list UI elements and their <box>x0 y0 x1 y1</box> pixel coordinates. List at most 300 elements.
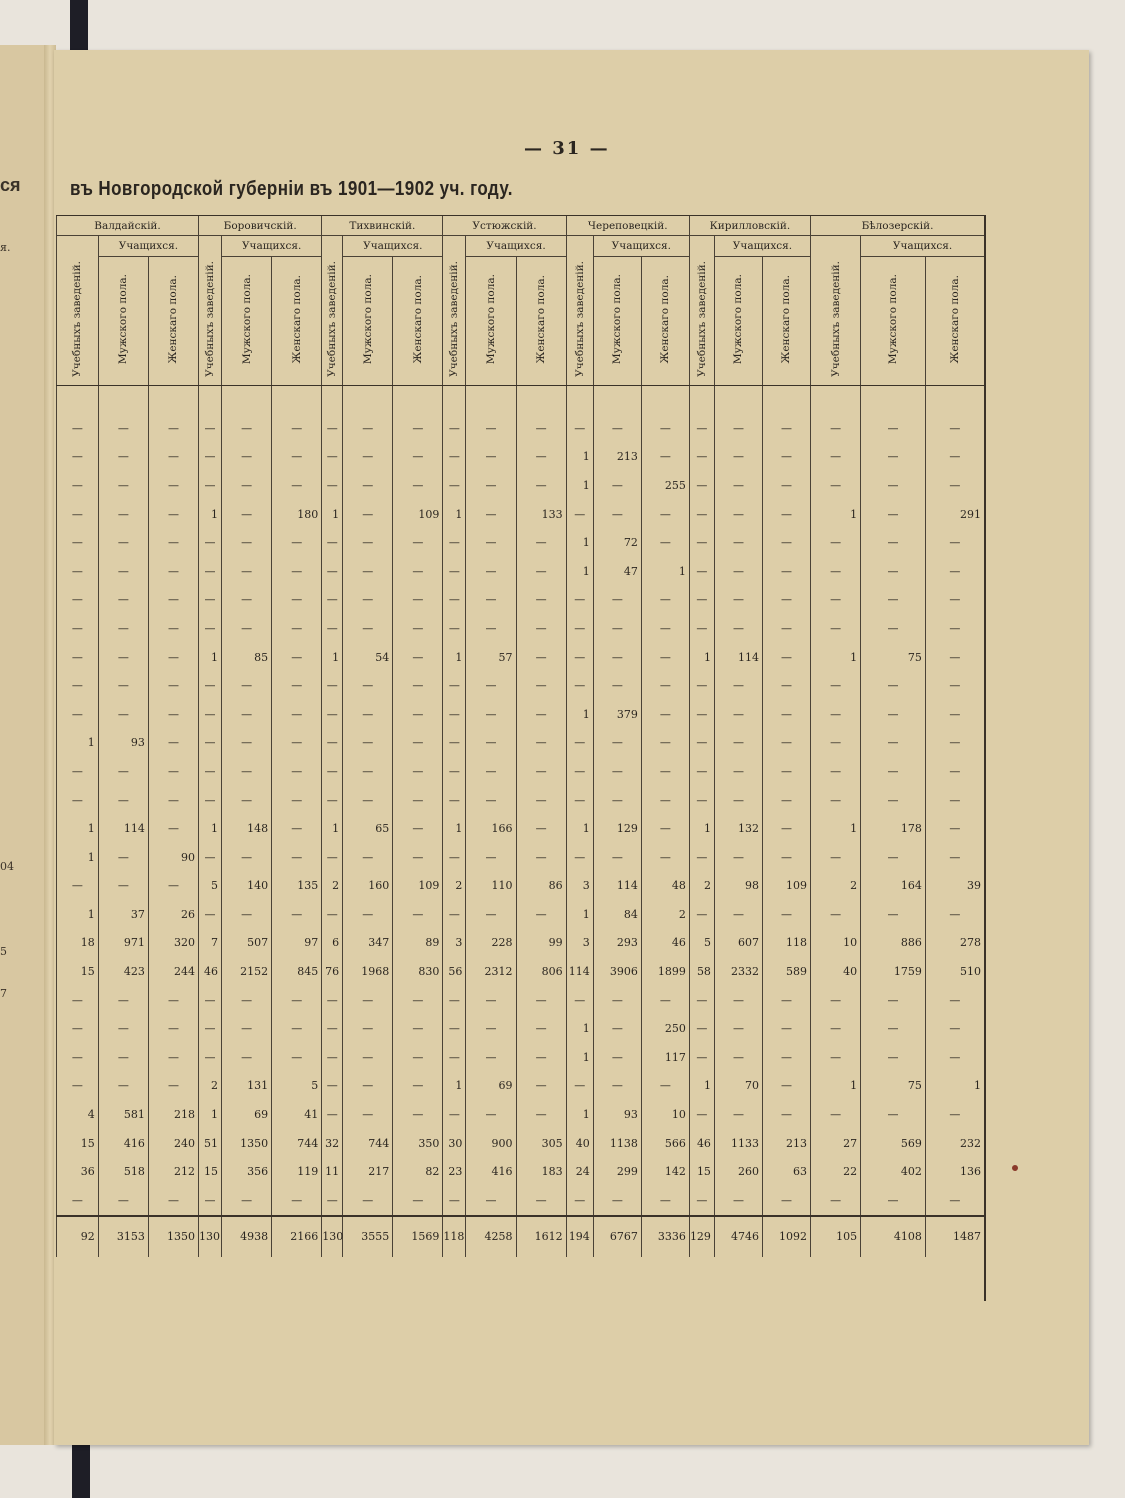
table-cell: 37 <box>98 900 148 929</box>
table-cell: — <box>566 643 593 672</box>
table-cell: — <box>98 872 148 901</box>
table-cell: 133 <box>516 500 566 529</box>
district-header: Валдайскій. <box>57 216 199 236</box>
table-cell: — <box>689 443 714 472</box>
table-cell: 46 <box>689 1129 714 1158</box>
table-cell: 213 <box>762 1129 810 1158</box>
table-cell: — <box>516 1014 566 1043</box>
table-cell: — <box>566 786 593 815</box>
table-cell: — <box>762 814 810 843</box>
table-cell: — <box>393 614 443 643</box>
table-cell: — <box>57 443 99 472</box>
table-cell: — <box>322 443 343 472</box>
table-row <box>57 671 985 700</box>
table-cell: — <box>861 757 926 786</box>
table-cell: — <box>443 614 466 643</box>
total-cell: 6767 <box>593 1216 641 1257</box>
left-fragment: 04 <box>0 860 14 873</box>
spacer-cell <box>762 386 810 415</box>
table-cell: 41 <box>272 1100 322 1129</box>
table-cell: — <box>861 1014 926 1043</box>
table-cell: — <box>566 586 593 615</box>
table-cell: — <box>714 443 762 472</box>
table-cell: 97 <box>272 929 322 958</box>
table-cell: 1 <box>566 900 593 929</box>
table-cell: — <box>148 414 198 443</box>
table-cell: — <box>689 586 714 615</box>
table-cell: — <box>272 700 322 729</box>
table-cell: — <box>322 1043 343 1072</box>
left-fragment: ся <box>0 175 21 195</box>
table-cell: — <box>98 528 148 557</box>
total-cell: 130 <box>322 1216 343 1257</box>
column-header <box>199 257 222 386</box>
table-cell: — <box>641 986 689 1015</box>
table-cell: — <box>714 671 762 700</box>
statistics-table-wrap <box>56 215 986 1301</box>
table-cell: — <box>811 586 861 615</box>
table-cell: — <box>566 414 593 443</box>
table-cell: 15 <box>57 957 99 986</box>
table-cell: 63 <box>762 1157 810 1186</box>
table-cell: — <box>98 643 148 672</box>
spacer-cell <box>689 386 714 415</box>
table-cell: 379 <box>593 700 641 729</box>
table-cell: — <box>322 757 343 786</box>
table-cell: — <box>343 1014 393 1043</box>
table-cell: — <box>762 1072 810 1101</box>
table-cell: — <box>516 643 566 672</box>
table-cell: 293 <box>593 929 641 958</box>
table-row <box>57 929 985 958</box>
table-cell: — <box>566 757 593 786</box>
table-cell: 84 <box>593 900 641 929</box>
table-cell: — <box>641 443 689 472</box>
table-cell: — <box>762 986 810 1015</box>
table-row <box>57 643 985 672</box>
table-cell: — <box>762 471 810 500</box>
table-cell: — <box>811 528 861 557</box>
table-cell: — <box>272 729 322 758</box>
table-cell: 607 <box>714 929 762 958</box>
table-cell: — <box>57 586 99 615</box>
table-row <box>57 1129 985 1158</box>
table-cell: — <box>393 814 443 843</box>
table-cell: 1 <box>811 643 861 672</box>
table-cell: 75 <box>861 643 926 672</box>
table-cell: — <box>343 1043 393 1072</box>
table-cell: — <box>199 414 222 443</box>
table-cell: — <box>98 1014 148 1043</box>
table-cell: — <box>466 757 516 786</box>
table-cell: — <box>641 843 689 872</box>
table-cell: — <box>861 1043 926 1072</box>
table-cell: 27 <box>811 1129 861 1158</box>
table-cell: — <box>199 700 222 729</box>
table-cell: 2 <box>641 900 689 929</box>
table-cell: — <box>689 757 714 786</box>
table-cell: 260 <box>714 1157 762 1186</box>
column-header <box>861 257 926 386</box>
spacer-cell <box>641 386 689 415</box>
table-cell: 183 <box>516 1157 566 1186</box>
table-cell: — <box>925 557 984 586</box>
table-cell: — <box>925 643 984 672</box>
table-cell: 1 <box>566 1014 593 1043</box>
table-cell: 56 <box>443 957 466 986</box>
column-label: Учебныхъ заведеній. <box>573 261 586 378</box>
spacer-cell <box>199 386 222 415</box>
column-header <box>322 257 343 386</box>
table-cell: 4 <box>57 1100 99 1129</box>
column-header <box>714 257 762 386</box>
table-cell: — <box>272 757 322 786</box>
table-cell: 23 <box>443 1157 466 1186</box>
table-cell: — <box>641 700 689 729</box>
table-cell: 15 <box>689 1157 714 1186</box>
table-cell: — <box>714 757 762 786</box>
total-cell: 2166 <box>272 1216 322 1257</box>
table-cell: 510 <box>925 957 984 986</box>
table-cell: 1 <box>199 814 222 843</box>
table-cell: — <box>466 1014 516 1043</box>
table-cell: — <box>516 814 566 843</box>
table-cell: — <box>641 586 689 615</box>
table-row <box>57 957 985 986</box>
table-cell: — <box>199 1186 222 1216</box>
table-cell: 40 <box>566 1129 593 1158</box>
table-cell: 54 <box>343 643 393 672</box>
column-header <box>689 257 714 386</box>
table-cell: — <box>393 471 443 500</box>
table-cell: — <box>466 471 516 500</box>
table-cell: 845 <box>272 957 322 986</box>
table-cell: — <box>762 729 810 758</box>
table-cell: 180 <box>272 500 322 529</box>
table-row <box>57 414 985 443</box>
table-cell: — <box>343 986 393 1015</box>
table-cell: 131 <box>222 1072 272 1101</box>
table-cell: 69 <box>222 1100 272 1129</box>
students-header: Учащихся. <box>861 236 984 257</box>
table-cell: — <box>466 614 516 643</box>
table-cell: 117 <box>641 1043 689 1072</box>
total-cell: 105 <box>811 1216 861 1257</box>
table-cell: — <box>861 1100 926 1129</box>
table-cell: — <box>566 671 593 700</box>
table-cell: 1 <box>322 643 343 672</box>
table-cell: — <box>443 528 466 557</box>
table-cell: 1 <box>689 643 714 672</box>
table-cell: — <box>322 614 343 643</box>
table-body <box>57 386 985 1257</box>
total-cell: 1350 <box>148 1216 198 1257</box>
table-cell: — <box>593 986 641 1015</box>
table-cell: — <box>516 900 566 929</box>
table-cell: — <box>57 757 99 786</box>
table-cell: — <box>516 786 566 815</box>
table-cell: — <box>714 729 762 758</box>
table-cell: — <box>98 1043 148 1072</box>
table-cell: 2 <box>689 872 714 901</box>
district-header: Боровичскій. <box>199 216 322 236</box>
table-cell: 1 <box>199 643 222 672</box>
table-cell: — <box>272 1186 322 1216</box>
column-header <box>811 257 861 386</box>
column-label: Женскаго пола. <box>780 275 793 364</box>
table-cell: — <box>343 729 393 758</box>
table-cell: 99 <box>516 929 566 958</box>
table-cell: — <box>811 414 861 443</box>
table-cell: — <box>343 786 393 815</box>
table-cell: 110 <box>466 872 516 901</box>
table-cell: — <box>641 1072 689 1101</box>
table-cell: — <box>641 729 689 758</box>
table-cell: 1 <box>199 500 222 529</box>
left-fragment: я. <box>0 241 11 254</box>
table-cell: — <box>811 700 861 729</box>
table-cell: — <box>222 500 272 529</box>
table-cell: — <box>762 1043 810 1072</box>
table-cell: 2 <box>199 1072 222 1101</box>
table-cell: — <box>322 729 343 758</box>
table-cell: — <box>516 729 566 758</box>
table-cell: 10 <box>641 1100 689 1129</box>
table-cell: 1 <box>443 1072 466 1101</box>
table-cell: 255 <box>641 471 689 500</box>
table-cell: — <box>443 1043 466 1072</box>
table-row <box>57 443 985 472</box>
table-cell: — <box>222 586 272 615</box>
students-header: Учащихся. <box>714 236 810 257</box>
table-cell: — <box>57 786 99 815</box>
table-cell: — <box>98 614 148 643</box>
total-cell: 118 <box>443 1216 466 1257</box>
table-cell: — <box>593 729 641 758</box>
table-cell: — <box>98 1072 148 1101</box>
table-cell: — <box>222 671 272 700</box>
table-cell: — <box>57 700 99 729</box>
table-cell: — <box>811 1186 861 1216</box>
spacer-cell <box>566 386 593 415</box>
district-header: Череповецкій. <box>566 216 689 236</box>
table-cell: — <box>762 700 810 729</box>
table-cell: 347 <box>343 929 393 958</box>
table-cell: — <box>393 643 443 672</box>
table-cell: — <box>466 414 516 443</box>
table-cell: 2 <box>322 872 343 901</box>
table-cell: 82 <box>393 1157 443 1186</box>
table-cell: — <box>689 1014 714 1043</box>
table-cell: — <box>98 500 148 529</box>
table-cell: — <box>861 1186 926 1216</box>
table-cell: 1 <box>811 500 861 529</box>
table-cell: — <box>689 900 714 929</box>
table-cell: — <box>762 1186 810 1216</box>
table-cell: 1 <box>443 643 466 672</box>
table-cell: 213 <box>593 443 641 472</box>
table-cell: — <box>466 1100 516 1129</box>
table-cell: 1 <box>322 500 343 529</box>
table-cell: — <box>343 1100 393 1129</box>
table-cell: — <box>762 1014 810 1043</box>
table-cell: — <box>443 757 466 786</box>
table-cell: 2 <box>443 872 466 901</box>
table-cell: — <box>148 500 198 529</box>
table-cell: 57 <box>466 643 516 672</box>
table-cell: 1 <box>566 1043 593 1072</box>
column-header <box>516 257 566 386</box>
total-cell: 92 <box>57 1216 99 1257</box>
table-row <box>57 729 985 758</box>
table-cell: 72 <box>593 528 641 557</box>
table-cell: 423 <box>98 957 148 986</box>
table-cell: — <box>466 786 516 815</box>
table-cell: — <box>57 872 99 901</box>
institutions-header-spacer <box>199 236 222 257</box>
column-label: Мужского пола. <box>611 274 624 365</box>
table-cell: 1 <box>443 814 466 843</box>
table-cell: — <box>762 586 810 615</box>
table-cell: — <box>811 843 861 872</box>
table-cell: — <box>98 700 148 729</box>
left-fragment: 5 <box>0 945 7 958</box>
table-cell: 70 <box>714 1072 762 1101</box>
table-cell: — <box>516 757 566 786</box>
table-cell: — <box>714 700 762 729</box>
table-cell: — <box>393 729 443 758</box>
table-cell: — <box>222 729 272 758</box>
district-header-row <box>57 216 985 236</box>
table-cell: — <box>466 843 516 872</box>
total-cell: 3336 <box>641 1216 689 1257</box>
table-cell: — <box>762 786 810 815</box>
spacer-cell <box>272 386 322 415</box>
table-cell: — <box>641 786 689 815</box>
table-cell: — <box>925 614 984 643</box>
table-cell: — <box>343 471 393 500</box>
table-cell: 58 <box>689 957 714 986</box>
table-cell: — <box>343 1072 393 1101</box>
total-cell: 3153 <box>98 1216 148 1257</box>
column-header <box>272 257 322 386</box>
table-cell: 2332 <box>714 957 762 986</box>
table-cell: — <box>925 1043 984 1072</box>
table-cell: 164 <box>861 872 926 901</box>
table-cell: 3 <box>443 929 466 958</box>
table-cell: — <box>925 1186 984 1216</box>
table-cell: — <box>641 1186 689 1216</box>
table-cell: — <box>714 528 762 557</box>
column-label: Женскаго пола. <box>659 275 672 364</box>
table-cell: 65 <box>343 814 393 843</box>
table-cell: 10 <box>811 929 861 958</box>
table-cell: 148 <box>222 814 272 843</box>
table-cell: 39 <box>925 872 984 901</box>
table-cell: 1 <box>566 528 593 557</box>
table-cell: — <box>762 500 810 529</box>
table-cell: — <box>714 1186 762 1216</box>
table-cell: — <box>925 414 984 443</box>
table-row <box>57 557 985 586</box>
table-row <box>57 528 985 557</box>
spacer-cell <box>861 386 926 415</box>
table-row <box>57 1043 985 1072</box>
table-cell: 1 <box>689 1072 714 1101</box>
table-cell: 46 <box>199 957 222 986</box>
table-row <box>57 700 985 729</box>
table-cell: — <box>593 1186 641 1216</box>
table-cell: — <box>343 443 393 472</box>
table-cell: — <box>593 843 641 872</box>
table-cell: — <box>762 443 810 472</box>
table-cell: — <box>343 671 393 700</box>
table-cell: — <box>443 471 466 500</box>
column-label: Учебныхъ заведеній. <box>448 261 461 378</box>
table-cell: 1 <box>811 814 861 843</box>
table-cell: — <box>148 528 198 557</box>
column-label: Мужского пола. <box>240 274 253 365</box>
book-edge-shadow-bottom <box>72 1440 90 1498</box>
table-cell: — <box>272 1043 322 1072</box>
table-cell: — <box>272 1014 322 1043</box>
table-cell: 1 <box>566 557 593 586</box>
table-cell: — <box>322 528 343 557</box>
column-label: Женскаго пола. <box>411 275 424 364</box>
table-cell: — <box>393 671 443 700</box>
table-cell: 589 <box>762 957 810 986</box>
table-cell: — <box>714 557 762 586</box>
table-cell: 132 <box>714 814 762 843</box>
table-cell: 971 <box>98 929 148 958</box>
table-cell: — <box>641 528 689 557</box>
table-cell: — <box>272 586 322 615</box>
table-cell: — <box>148 814 198 843</box>
table-cell: 2152 <box>222 957 272 986</box>
column-label: Мужского пола. <box>484 274 497 365</box>
table-cell: 217 <box>343 1157 393 1186</box>
table-cell: — <box>98 786 148 815</box>
table-cell: — <box>98 414 148 443</box>
table-cell: — <box>593 500 641 529</box>
table-cell: — <box>466 443 516 472</box>
table-cell: — <box>443 1100 466 1129</box>
table-cell: 1 <box>566 700 593 729</box>
table-cell: — <box>689 729 714 758</box>
column-label: Женскаго пола. <box>167 275 180 364</box>
table-cell: 69 <box>466 1072 516 1101</box>
table-cell: — <box>57 1186 99 1216</box>
table-cell: — <box>762 757 810 786</box>
column-header <box>98 257 148 386</box>
table-cell: 212 <box>148 1157 198 1186</box>
table-cell: — <box>714 614 762 643</box>
table-cell: — <box>925 471 984 500</box>
table-cell: — <box>516 671 566 700</box>
table-cell: — <box>516 414 566 443</box>
column-label-row <box>57 257 985 386</box>
table-cell: 744 <box>343 1129 393 1158</box>
table-cell: — <box>516 528 566 557</box>
table-cell: — <box>861 671 926 700</box>
column-label: Мужского пола. <box>117 274 130 365</box>
column-header <box>641 257 689 386</box>
table-cell: — <box>762 1100 810 1129</box>
table-cell: 3906 <box>593 957 641 986</box>
spacer-cell <box>222 386 272 415</box>
table-cell: — <box>148 557 198 586</box>
table-cell: — <box>861 414 926 443</box>
